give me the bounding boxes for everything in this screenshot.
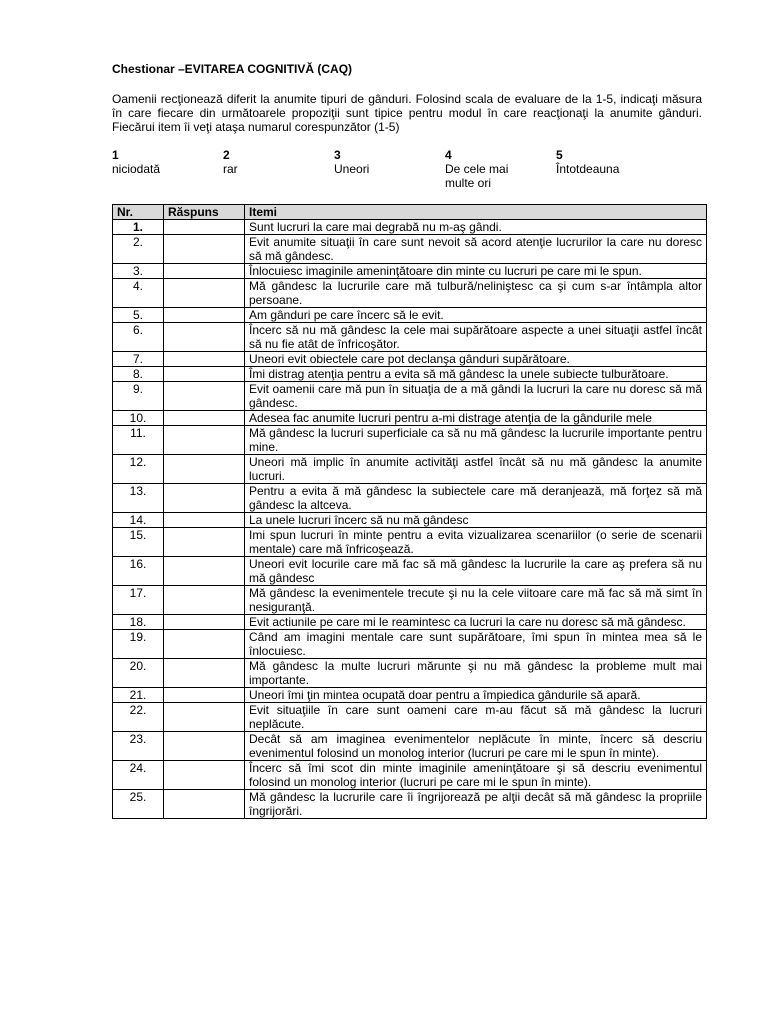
table-row <box>113 703 707 732</box>
header-itemi: Itemi <box>245 205 707 220</box>
item-text: Evit anumite situaţii în care sunt nevoit să acord atenţie lucrurilor la care nu doresc să mă gândesc. <box>245 235 707 264</box>
scale-number: 5 <box>556 148 563 162</box>
table-row <box>113 382 707 411</box>
table-header-row <box>113 205 707 220</box>
scale-label: rar <box>223 162 238 176</box>
answer-cell[interactable] <box>164 732 245 761</box>
answer-cell[interactable] <box>164 426 245 455</box>
item-text: Am gânduri pe care încerc să le evit. <box>245 308 707 323</box>
table-row <box>113 630 707 659</box>
answer-cell[interactable] <box>164 761 245 790</box>
scale-option-4 <box>445 148 535 190</box>
item-number: 2. <box>113 235 164 264</box>
table-row <box>113 615 707 630</box>
answer-cell[interactable] <box>164 528 245 557</box>
table-row <box>113 513 707 528</box>
item-text: Îmi distrag atenţia pentru a evita să mă gândesc la unele subiecte tulburătoare. <box>245 367 707 382</box>
scale-number: 4 <box>445 148 452 162</box>
table-row <box>113 761 707 790</box>
item-text: Mă gândesc la evenimentele trecute şi nu la cele viitoare care mă fac să mă simt în nesiguranţă. <box>245 586 707 615</box>
answer-cell[interactable] <box>164 484 245 513</box>
item-text: Mă gândesc la lucrurile care mă tulbură/neliniştesc ca şi cum s-ar întâmpla altor persoane. <box>245 279 707 308</box>
table-row <box>113 308 707 323</box>
table-row <box>113 586 707 615</box>
questionnaire-table <box>112 204 707 819</box>
answer-cell[interactable] <box>164 352 245 367</box>
item-number: 14. <box>113 513 164 528</box>
item-text: Înlocuiesc imaginile ameninţătoare din minte cu lucruri pe care mi le spun. <box>245 264 707 279</box>
item-number: 4. <box>113 279 164 308</box>
item-number: 12. <box>113 455 164 484</box>
item-text: Uneori evit locurile care mă fac să mă gândesc la lucrurile la care aş prefera să nu mă gândesc <box>245 557 707 586</box>
answer-cell[interactable] <box>164 659 245 688</box>
scale-number: 3 <box>334 148 341 162</box>
instructions: Oamenii recţionează diferit la anumite tipuri de gânduri. Folosind scala de evaluare de la 1-5, indicaţi măsura în care fiecare din următoarele propoziţii sunt tipice pentru modul în care reacţionaţi la anumite gânduri. Fiecărui item îi veţi ataşa numarul corespunzător (1-5) <box>112 92 702 134</box>
answer-cell[interactable] <box>164 264 245 279</box>
answer-cell[interactable] <box>164 323 245 352</box>
item-number: 1. <box>113 220 164 235</box>
item-text: Sunt lucruri la care mai degrabă nu m-aş gândi. <box>245 220 707 235</box>
item-number: 5. <box>113 308 164 323</box>
item-text: Adesea fac anumite lucruri pentru a-mi distrage atenţia de la gândurile mele <box>245 411 707 426</box>
header-raspuns: Răspuns <box>164 205 245 220</box>
table-row <box>113 323 707 352</box>
scale-option-1 <box>112 148 160 176</box>
answer-cell[interactable] <box>164 790 245 819</box>
scale-option-5 <box>556 148 619 176</box>
answer-cell[interactable] <box>164 382 245 411</box>
item-text: Uneori evit obiectele care pot declanşa gânduri supărătoare. <box>245 352 707 367</box>
item-number: 16. <box>113 557 164 586</box>
table-row <box>113 220 707 235</box>
answer-cell[interactable] <box>164 411 245 426</box>
table-row <box>113 367 707 382</box>
document-title: Chestionar –EVITAREA COGNITIVĂ (CAQ) <box>112 62 353 76</box>
answer-cell[interactable] <box>164 513 245 528</box>
answer-cell[interactable] <box>164 220 245 235</box>
scale-label: niciodată <box>112 162 161 176</box>
item-number: 11. <box>113 426 164 455</box>
answer-cell[interactable] <box>164 308 245 323</box>
item-number: 20. <box>113 659 164 688</box>
table-row <box>113 732 707 761</box>
item-number: 15. <box>113 528 164 557</box>
table-row <box>113 557 707 586</box>
item-number: 18. <box>113 615 164 630</box>
table-row <box>113 264 707 279</box>
item-text: Uneori îmi ţin mintea ocupată doar pentru a împiedica gândurile să apară. <box>245 688 707 703</box>
item-number: 21. <box>113 688 164 703</box>
item-text: La unele lucruri încerc să nu mă gândesc <box>245 513 707 528</box>
item-text: Evit actiunile pe care mi le reamintesc ca lucruri la care nu doresc să mă gândesc. <box>245 615 707 630</box>
table-row <box>113 235 707 264</box>
item-number: 10. <box>113 411 164 426</box>
item-number: 7. <box>113 352 164 367</box>
item-number: 24. <box>113 761 164 790</box>
answer-cell[interactable] <box>164 367 245 382</box>
table-row <box>113 659 707 688</box>
item-text: Încerc să îmi scot din minte imaginile ameninţătoare şi să descriu evenimentul folosind un monolog interior (lucruri pe care mi le spun în minte). <box>245 761 707 790</box>
table-row <box>113 455 707 484</box>
item-text: Mă gândesc la lucruri superficiale ca să nu mă gândesc la lucrurile importante pentru mine. <box>245 426 707 455</box>
item-text: Imi spun lucruri în minte pentru a evita vizualizarea scenariilor (o serie de scenarii mentale) care mă înfricoşează. <box>245 528 707 557</box>
answer-cell[interactable] <box>164 235 245 264</box>
answer-cell[interactable] <box>164 586 245 615</box>
scale-label: Întotdeauna <box>556 162 620 176</box>
item-number: 8. <box>113 367 164 382</box>
answer-cell[interactable] <box>164 630 245 659</box>
item-text: Încerc să nu mă gândesc la cele mai supărătoare aspecte a unei situaţii astfel încât să nu fie atât de înfricoşător. <box>245 323 707 352</box>
item-text: Uneori mă implic în anumite activităţi astfel încât să nu mă gândesc la anumite lucruri. <box>245 455 707 484</box>
scale-label: De cele mai multe ori <box>445 162 509 190</box>
table-row <box>113 484 707 513</box>
scale-option-2 <box>223 148 238 176</box>
table-row <box>113 790 707 819</box>
table-row <box>113 426 707 455</box>
item-text: Decât să am imaginea evenimentelor neplăcute în minte, încerc să descriu evenimentul folosind un monolog interior (lucruri pe care mi le spun în minte). <box>245 732 707 761</box>
item-number: 17. <box>113 586 164 615</box>
table-row <box>113 528 707 557</box>
answer-cell[interactable] <box>164 279 245 308</box>
item-number: 6. <box>113 323 164 352</box>
item-number: 19. <box>113 630 164 659</box>
item-text: Evit situaţiile în care sunt oameni care m-au făcut să mă gândesc la lucruri neplăcute. <box>245 703 707 732</box>
answer-cell[interactable] <box>164 703 245 732</box>
table-row <box>113 411 707 426</box>
item-number: 23. <box>113 732 164 761</box>
document-page <box>112 62 702 819</box>
item-text: Evit oamenii care mă pun în situaţia de a mă gândi la lucruri la care nu doresc să mă gândesc. <box>245 382 707 411</box>
item-text: Pentru a evita ă mă gândesc la subiectele care mă deranjează, mă forţez să mă gândesc la altceva. <box>245 484 707 513</box>
item-number: 25. <box>113 790 164 819</box>
table-row <box>113 279 707 308</box>
item-number: 22. <box>113 703 164 732</box>
item-number: 3. <box>113 264 164 279</box>
item-text: Când am imagini mentale care sunt supărătoare, îmi spun în mintea mea să le înlocuiesc. <box>245 630 707 659</box>
answer-cell[interactable] <box>164 688 245 703</box>
scale-number: 2 <box>223 148 230 162</box>
answer-cell[interactable] <box>164 557 245 586</box>
table-row <box>113 688 707 703</box>
item-text: Mă gândesc la lucrurile care îi îngrijorează pe alţii decât să mă gândesc la propriile îngrijorări. <box>245 790 707 819</box>
item-number: 13. <box>113 484 164 513</box>
scale-label: Uneori <box>334 162 370 176</box>
answer-cell[interactable] <box>164 615 245 630</box>
item-text: Mă gândesc la multe lucruri mărunte şi nu mă gândesc la probleme mult mai importante. <box>245 659 707 688</box>
item-number: 9. <box>113 382 164 411</box>
scale-option-3 <box>334 148 369 176</box>
table-row <box>113 352 707 367</box>
header-nr: Nr. <box>113 205 164 220</box>
scale-number: 1 <box>112 148 119 162</box>
answer-cell[interactable] <box>164 455 245 484</box>
rating-scale <box>112 148 702 194</box>
